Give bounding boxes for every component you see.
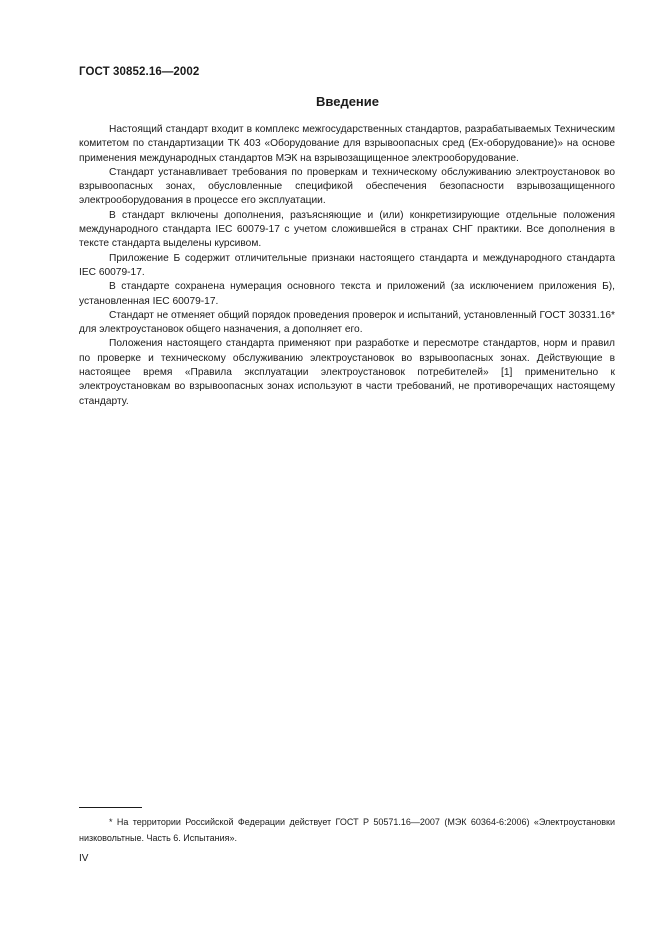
paragraph: Стандарт не отменяет общий порядок проведения проверок и испытаний, установленный ГОСТ 30331.16* для электроустановок общего назначения, а дополняет его. [79, 309, 615, 336]
paragraph: Положения настоящего стандарта применяют при разработке и пересмотре стандартов, норм и правил по проверке и техническому обслуживанию электроустановок во взрывоопасных зонах. Действующие в настоящее время «Правила эксплуатации электроустановок потребителей» [1] применительно к электроустановкам во взрывоопасных зонах используют в части требований, не противоречащих настоящему стандарту. [79, 338, 615, 407]
paragraph: Настоящий стандарт входит в комплекс межгосударственных стандартов, разрабатываемых Техническим комитетом по стандартизации ТК 403 «Оборудование для взрывоопасных сред (Ех-оборудование)» на основе применения международных стандартов МЭК на взрывозащищенное электрооборудование. [79, 124, 615, 164]
footnote-divider [79, 807, 142, 808]
page-number: IV [79, 853, 89, 864]
paragraph: В стандарте сохранена нумерация основного текста и приложений (за исключением приложения Б), установленная IEC 60079-17. [79, 281, 615, 307]
footnote: * На территории Российской Федерации действует ГОСТ Р 50571.16—2007 (МЭК 60364-6:2006) «Электроустановки низковольтные. Часть 6. Испытания». [79, 817, 615, 843]
document-code: ГОСТ 30852.16—2002 [79, 66, 200, 78]
paragraph: Стандарт устанавливает требования по проверкам и техническому обслуживанию электроустановок во взрывоопасных зонах, обусловленные спецификой обеспечения безопасности взрывозащищенного электрооборудования в процессе его эксплуатации. [79, 166, 615, 207]
paragraph: Приложение Б содержит отличительные признаки настоящего стандарта и международного стандарта IEC 60079-17. [79, 252, 615, 278]
paragraph: В стандарт включены дополнения, разъясняющие и (или) конкретизирующие отдельные положения международного стандарта IEC 60079-17 с учетом сложившейся в странах СНГ практики. Все дополнения в тексте стандарта выделены курсивом. [79, 209, 615, 250]
section-title: Введение [316, 94, 379, 109]
body-text [79, 123, 615, 409]
